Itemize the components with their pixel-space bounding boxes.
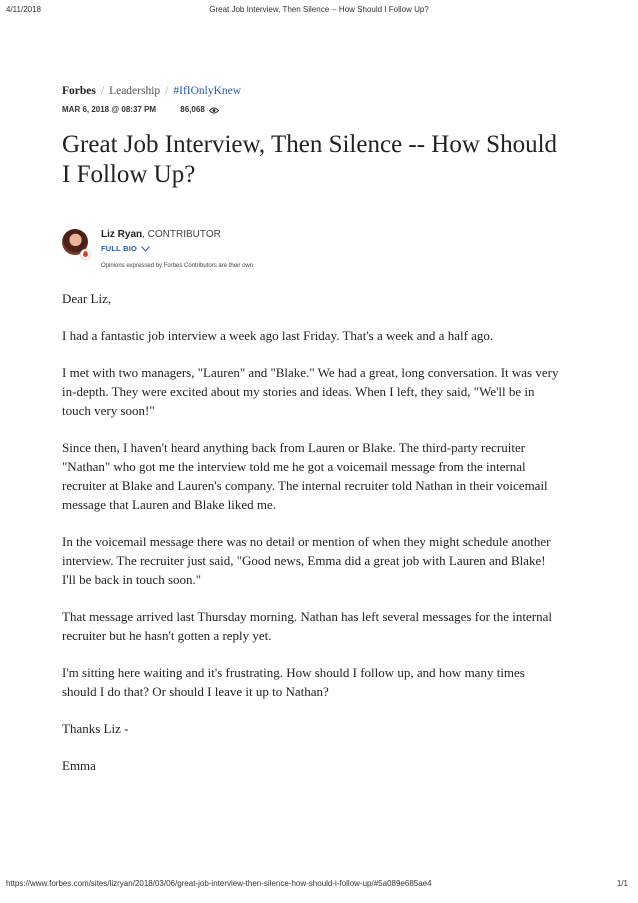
author-name[interactable]: Liz Ryan: [101, 229, 143, 240]
print-date: 4/11/2018: [6, 5, 41, 14]
full-bio-button[interactable]: [101, 244, 150, 254]
page-number: 1/1: [616, 879, 628, 888]
breadcrumb-forbes[interactable]: Forbes: [62, 85, 96, 97]
print-header: [0, 5, 638, 19]
breadcrumb-tag[interactable]: #IfIOnlyKnew: [173, 85, 242, 97]
paragraph: I had a fantastic job interview a week ago last Friday. That's a week and a half ago.: [62, 328, 494, 343]
paragraph: I met with two managers, "Lauren" and "Blake." We had a great, long conversation. It was very in-depth. They were excited about my stories and ideas. When I left, they said, "We'll be in touch very soon!": [62, 365, 559, 418]
breadcrumb: [62, 85, 241, 97]
breadcrumb-separator: /: [165, 85, 169, 97]
print-url: https://www.forbes.com/sites/lizryan/2018/03/06/great-job-interview-then-silence-how-should-i-follow-up/#5a089e685ae4: [6, 879, 432, 888]
paragraph: Since then, I haven't heard anything back from Lauren or Blake. The third-party recruiter "Nathan" who got me the interview told me he got a voicemail message from the internal recruiter at Blake and Lauren's company. The internal recruiter told Nathan in their voicemail message that Lauren and Blake liked me.: [62, 440, 548, 512]
view-count: 86,068: [180, 105, 205, 114]
publish-date: MAR 6, 2018 @ 08:37 PM: [62, 105, 157, 114]
print-title: Great Job Interview, Then Silence -- How Should I Follow Up?: [209, 5, 429, 14]
eye-icon: [209, 107, 219, 116]
article-body: [62, 289, 562, 793]
paragraph: I'm sitting here waiting and it's frustrating. How should I follow up, and how many times should I do that? Or should I leave it up to Nathan?: [62, 665, 525, 699]
contributor-disclaimer: Opinions expressed by Forbes Contributors are their own.: [101, 263, 255, 269]
full-bio-label: FULL BIO: [101, 244, 138, 253]
paragraph: Thanks Liz -: [62, 721, 129, 736]
article-headline: Great Job Interview, Then Silence -- How Should I Follow Up?: [62, 131, 558, 188]
author-role: , CONTRIBUTOR: [142, 229, 221, 240]
paragraph: In the voicemail message there was no detail or mention of when they might schedule another interview. The recruiter just said, "Good news, Emma did a great job with Lauren and Blake! I'll be back in touch soon.": [62, 534, 551, 587]
article-meta: [62, 105, 219, 116]
author-line: [101, 229, 221, 240]
breadcrumb-leadership[interactable]: Leadership: [109, 85, 161, 97]
print-footer: [0, 879, 638, 893]
paragraph: Emma: [62, 758, 96, 773]
breadcrumb-separator: /: [100, 85, 105, 97]
paragraph: That message arrived last Thursday morning. Nathan has left several messages for the internal recruiter but he hasn't gotten a reply yet.: [62, 609, 552, 643]
paragraph: Dear Liz,: [62, 291, 112, 306]
chevron-down-icon: [141, 245, 150, 254]
contributor-badge-icon: [80, 249, 91, 260]
